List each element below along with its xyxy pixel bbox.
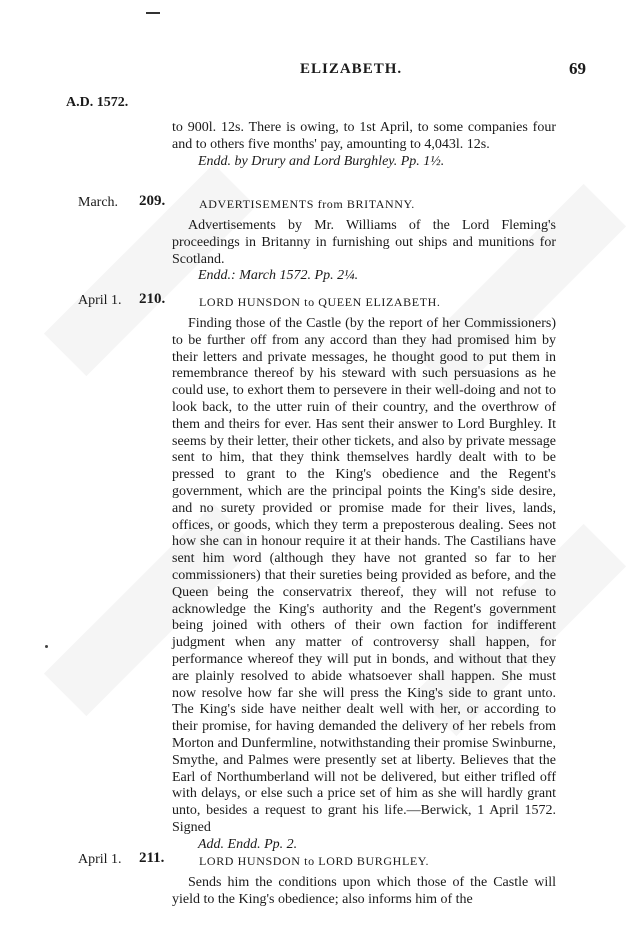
entry-date: April 1. — [78, 293, 122, 308]
entry-number: 209. — [139, 193, 166, 209]
entry-body: Sends him the conditions upon which those of the Castle will yield to the King's obedience; also informs him of the — [172, 875, 556, 907]
entry-number: 210. — [139, 291, 166, 307]
entry-text — [172, 218, 556, 285]
entry-date: April 1. — [78, 852, 122, 867]
entry-heading: LORD HUNSDON to QUEEN ELIZABETH. — [199, 295, 441, 309]
margin-dot — [45, 645, 48, 648]
endorsement: Endd.: March 1572. Pp. 2¼. — [198, 268, 359, 284]
running-title: ELIZABETH. — [300, 61, 403, 77]
entry-body: Advertisements by Mr. Williams of the Lord Fleming's proceedings in Britanny in furnishing out ships and munitions for Scotland. — [172, 218, 556, 267]
top-rule-mark — [146, 12, 160, 14]
entry-number: 211. — [139, 850, 165, 866]
entry-body: Finding those of the Castle (by the report of her Commissioners) to be further off from any accord than they had promised him by their letters and private messages, he thought good to put them in remembrance thereof by his steward with such persuasions as he could use, to exhort them to persevere in their well-doing and not to look back, to the utter ruin of their country, and the overthrow of them and theirs for ever. Has sent their answer to Lord Burghley. It seems by their letter, their other tickets, and also by private message sent to him, that they think themselves hardly dealt with to be pressed to grant to the King's obedience and the Regent's government, which are the principal points the King's side desire, and no surety provided or promise made for their lives, lands, offices, or goods, which they term a preposterous dealing. Sees not how she can in honour require it at their hands. The Castilians have sent him word (although they have not granted so far to her commissioners) that their sureties being provided as before, and the Queen being the conservatrix thereof, they will not refuse to acknowledge the King's authority and the Regent's government being joined with others of their own faction for indifferent judgment when any matter of controversy shall happen, for performance whereof they will put in bonds, and without that they are plainly resolved to abide whatsoever shall happen. She must now resolve how far she will press the King's side to grant unto. The King's side have neither dealt well with her, or according to their promise, for having demanded the delivery of her rebels from Morton and Dunfermline, notwithstanding their promise Swinburne, Smythe, and Palmes were presently set at liberty. Believes that the Earl of Northumberland will not be delivered, but either trifled off with delays, or else such a price set of him as she will hardly grant unto, besides a request to grant his life.—Berwick, 1 April 1572. Signed — [172, 316, 556, 835]
margin-year: A.D. 1572. — [66, 95, 129, 110]
page-number: 69 — [569, 59, 586, 78]
entry-text — [172, 875, 556, 909]
endorsement: Add. Endd. Pp. 2. — [198, 836, 298, 852]
entry-heading: ADVERTISEMENTS from BRITANNY. — [199, 197, 415, 211]
entry-date: March. — [78, 195, 119, 210]
endorsement: Endd. by Drury and Lord Burghley. Pp. 1½. — [198, 153, 445, 169]
entry-continuation — [172, 120, 556, 170]
entry-text — [172, 316, 556, 854]
entry-heading: LORD HUNSDON to LORD BURGHLEY. — [199, 854, 430, 868]
entry-body: to 900l. 12s. There is owing, to 1st April, to some companies four and to others five months' pay, amounting to 4,043l. 12s. — [172, 120, 556, 152]
